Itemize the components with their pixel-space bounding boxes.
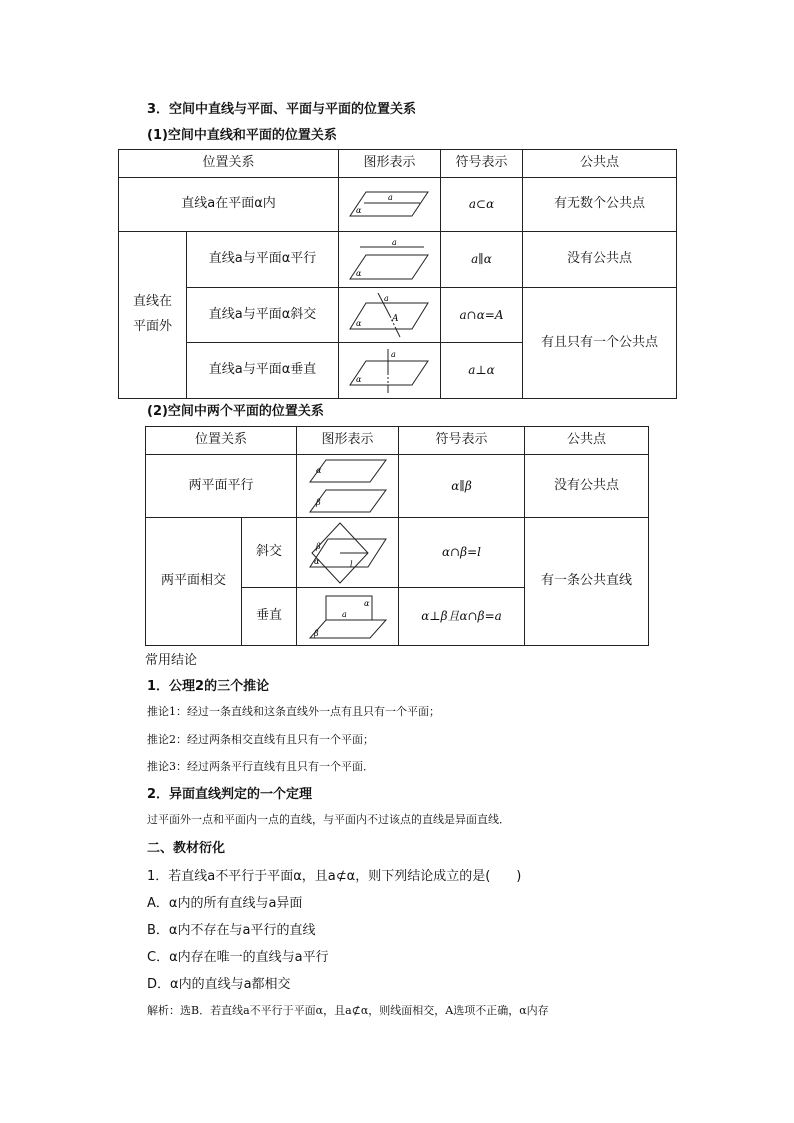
svg-text:α: α	[355, 319, 361, 328]
svg-text:β: β	[315, 498, 321, 507]
relation-planes-parallel: 两平面平行	[146, 455, 297, 518]
corollary-1: 推论1：经过一条直线和这条直线外一点有且只有一个平面；	[147, 705, 440, 718]
symbol-parallel: a∥α	[441, 232, 523, 288]
svg-text:a: a	[387, 192, 393, 202]
relation-in-plane: 直线a在平面α内	[119, 178, 339, 232]
skew-lines-theorem: 过平面外一点和平面内一点的直线，与平面内不过该点的直线是异面直线．	[147, 813, 510, 826]
option-a: A．α内的所有直线与a异面	[147, 896, 303, 911]
symbol-planes-oblique: α∩β=l	[399, 518, 525, 588]
analysis: 解析：选B．若直线a不平行于平面α，且a⊄α，则线面相交，A选项不正确，α内存	[147, 1004, 549, 1017]
header-symbol-2: 符号表示	[399, 427, 525, 455]
svg-text:A: A	[391, 314, 399, 324]
plane-plane-table	[145, 426, 649, 646]
header-relation-2: 位置关系	[146, 427, 297, 455]
option-b: B．α内不存在与a平行的直线	[147, 923, 316, 938]
common-one-point: 有且只有一个公共点	[523, 288, 677, 399]
conclusion-1-title: 1．公理2的三个推论	[147, 679, 270, 694]
svg-text:α: α	[363, 598, 369, 608]
subsection-title-1: (1)空间中直线和平面的位置关系	[147, 128, 337, 143]
relation-parallel: 直线a与平面α平行	[187, 232, 339, 288]
header-relation: 位置关系	[119, 150, 339, 178]
relation-perpendicular: 直线a与平面α垂直	[187, 343, 339, 399]
conclusions-title: 常用结论	[145, 653, 198, 668]
symbol-planes-perpendicular: α⊥β且α∩β=a	[399, 588, 525, 646]
common-planes-none: 没有公共点	[525, 455, 649, 518]
svg-text:l: l	[349, 559, 353, 569]
svg-text:β: β	[315, 541, 321, 551]
header-figure: 图形表示	[339, 150, 441, 178]
textbook-title: 二、教材衍化	[147, 841, 226, 856]
figure-planes-perpendicular	[297, 588, 399, 646]
svg-text:α: α	[313, 556, 319, 566]
line-plane-table	[118, 149, 677, 399]
relation-oblique: 直线a与平面α斜交	[187, 288, 339, 343]
conclusion-2-title: 2．异面直线判定的一个定理	[147, 787, 313, 802]
header-symbol: 符号表示	[441, 150, 523, 178]
group-intersect: 两平面相交	[146, 518, 242, 646]
subsection-title-2: (2)空间中两个平面的位置关系	[147, 404, 324, 419]
common-infinite: 有无数个公共点	[523, 178, 677, 232]
common-none: 没有公共点	[523, 232, 677, 288]
header-common-2: 公共点	[525, 427, 649, 455]
header-figure-2: 图形表示	[297, 427, 399, 455]
header-common: 公共点	[523, 150, 677, 178]
symbol-intersect: a∩α=A	[441, 288, 523, 343]
figure-line-in-plane	[339, 178, 441, 232]
svg-text:a: a	[391, 238, 397, 247]
figure-planes-oblique	[297, 518, 399, 588]
symbol-planes-parallel: α∥β	[399, 455, 525, 518]
figure-oblique	[339, 288, 441, 343]
svg-text:β: β	[313, 628, 319, 638]
svg-text:α: α	[355, 268, 361, 278]
figure-perpendicular	[339, 343, 441, 399]
question-1: 1．若直线a不平行于平面α，且a⊄α，则下列结论成立的是( )	[147, 869, 522, 884]
symbol-perpendicular: a⊥α	[441, 343, 523, 399]
svg-text:a: a	[390, 349, 396, 359]
section-title: 3．空间中直线与平面、平面与平面的位置关系	[147, 102, 417, 117]
svg-text:a: a	[341, 609, 347, 619]
relation-perpendicular-planes: 垂直	[242, 588, 297, 646]
common-line: 有一条公共直线	[525, 518, 649, 646]
option-d: D．α内的直线与a都相交	[147, 977, 291, 992]
svg-text:α: α	[315, 466, 321, 475]
symbol-subset: a⊂α	[441, 178, 523, 232]
figure-parallel	[339, 232, 441, 288]
corollary-3: 推论3：经过两条平行直线有且只有一个平面．	[147, 760, 374, 773]
figure-planes-parallel	[297, 455, 399, 518]
relation-oblique-planes: 斜交	[242, 518, 297, 588]
option-c: C．α内存在唯一的直线与a平行	[147, 950, 329, 965]
group-outside: 直线在平面外	[119, 232, 187, 399]
svg-text:α: α	[355, 205, 361, 215]
corollary-2: 推论2：经过两条相交直线有且只有一个平面；	[147, 733, 374, 746]
svg-text:a: a	[383, 294, 389, 303]
svg-text:α: α	[355, 374, 361, 384]
